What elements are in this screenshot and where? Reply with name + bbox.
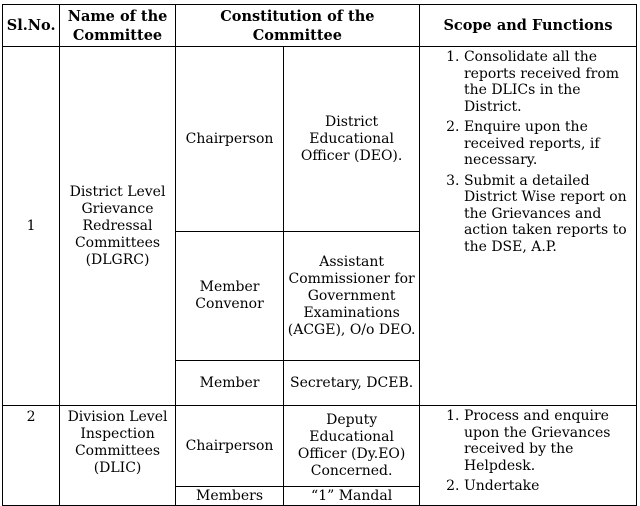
functions-list xyxy=(420,49,636,255)
header-committee-name: Name of the Committee xyxy=(60,5,176,47)
member-role: Member Convenor xyxy=(175,232,284,361)
member-designation: “1” Mandal xyxy=(284,487,420,506)
header-scope-functions: Scope and Functions xyxy=(419,5,636,47)
header-sl-no: Sl.No. xyxy=(3,5,60,47)
header-row xyxy=(3,5,637,47)
table-row xyxy=(3,47,637,232)
serial-number: 2 xyxy=(3,406,60,506)
member-role: Member xyxy=(175,361,284,406)
member-designation: Deputy Educational Officer (Dy.EO) Concerned. xyxy=(284,406,420,487)
member-role: Chairperson xyxy=(175,406,284,487)
member-designation: District Educational Officer (DEO). xyxy=(284,47,420,232)
member-role: Members xyxy=(175,487,284,506)
header-constitution: Constitution of the Committee xyxy=(175,5,419,47)
member-designation: Secretary, DCEB. xyxy=(284,361,420,406)
scope-functions xyxy=(419,406,636,506)
list-item: 1. Process and enquire upon the Grievances received by the Helpdesk. xyxy=(464,408,636,474)
serial-number: 1 xyxy=(3,47,60,406)
functions-list xyxy=(420,408,636,495)
list-item: 3. Submit a detailed District Wise report on the Grievances and action taken reports to the DSE, A.P. xyxy=(464,173,636,256)
member-role: Chairperson xyxy=(175,47,284,232)
scope-functions xyxy=(419,47,636,406)
list-item: 1. Consolidate all the reports received from the DLICs in the District. xyxy=(464,49,636,115)
table-row xyxy=(3,406,637,487)
grievance-committees-table xyxy=(2,4,637,506)
list-item: 2. Undertake xyxy=(464,478,636,495)
committee-name: Division Level Inspection Committees (DLIC) xyxy=(60,406,176,506)
committee-name: District Level Grievance Redressal Committees (DLGRC) xyxy=(60,47,176,406)
member-designation: Assistant Commissioner for Government Examinations (ACGE), O/o DEO. xyxy=(284,232,420,361)
list-item: 2. Enquire upon the received reports, if necessary. xyxy=(464,119,636,169)
